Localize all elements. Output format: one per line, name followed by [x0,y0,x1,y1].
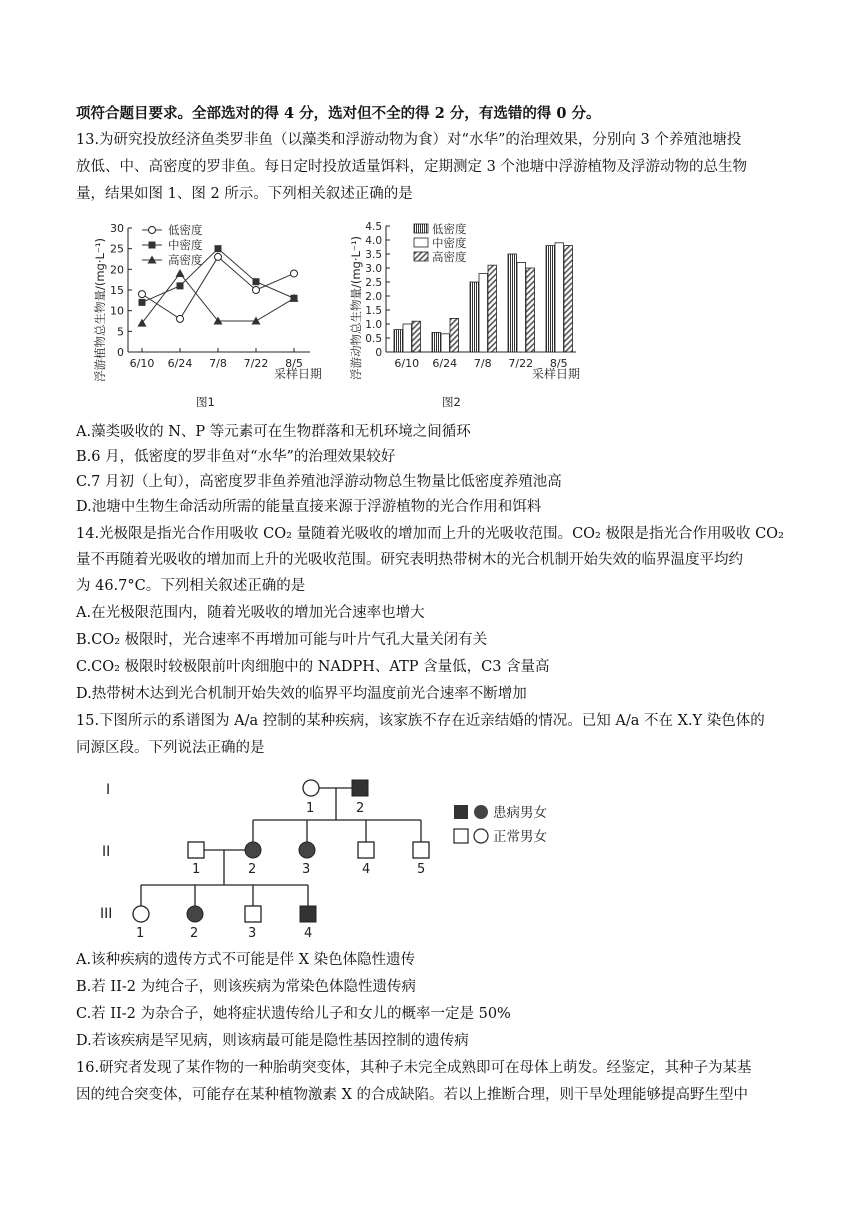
fig2-legend-swatch [414,238,428,247]
q15-option-b: B.若 II-2 为纯合子，则该疾病为常染色体隐性遗传病 [76,979,417,995]
III-1-normal-female [133,906,149,922]
fig1-point [176,269,185,277]
fig2-legend-swatch [414,252,428,261]
fig2-y-tick-label: 0.5 [365,333,382,345]
fig1-y-tick-label: 30 [110,222,124,235]
q13-stem-line-1: 13.为研究投放经济鱼类罗非鱼（以藻类和浮游动物为食）对“水华”的治理效果，分别向 3 个养殖池塘投 [76,132,742,148]
fig1-legend-label: 中密度 [168,238,203,252]
fig2-bar [450,318,459,352]
fig2-y-tick-label: 4.0 [365,235,382,247]
legend-affected-female-icon [474,805,488,819]
section-header: 项符合题目要求。全部选对的得 4 分，选对但不全的得 2 分，有选错的得 0 分。 [76,105,601,122]
fig2-bar [526,268,535,352]
fig2-legend-swatch [414,224,428,233]
fig2-legend-label: 中密度 [432,236,467,250]
q15-option-a: A.该种疾病的遗传方式不可能是伴 X 染色体隐性遗传 [76,952,416,968]
fig2-bar [432,332,441,352]
fig2-bar [441,334,450,352]
q13-stem-line-3: 量，结果如图 1、图 2 所示。下列相关叙述正确的是 [76,186,413,202]
fig1-x-tick-label: 7/8 [209,357,227,370]
fig1-x-tick-label: 7/22 [243,357,269,370]
fig1-point [253,278,260,285]
q15-option-d: D.若该疾病是罕见病，则该病最可能是隐性基因控制的遗传病 [76,1033,469,1049]
fig1-legend-marker [149,242,156,249]
q14-stem-line-2: 量不再随着光吸收的增加而上升的光吸收范围。研究表明热带树木的光合机制开始失效的临界温度平均约 [76,552,743,568]
fig2-x-tick-label: 6/10 [394,357,420,370]
III-2-label: 2 [190,926,199,941]
III-3-label: 3 [248,926,257,941]
II-2-affected-female [245,842,261,858]
fig1-legend-label: 高密度 [168,253,203,267]
fig2-bar [555,243,564,352]
fig2-y-tick-label: 0 [375,347,382,359]
II-3-affected-female [299,842,315,858]
q15-option-c: C.若 II-2 为杂合子，她将症状遗传给儿子和女儿的概率一定是 50% [76,1006,511,1022]
III-1-label: 1 [136,926,145,941]
fig1-point [253,287,260,294]
fig1-y-tick-label: 10 [110,304,124,318]
I-2-label: 2 [356,801,365,816]
fig2-y-tick-label: 4.5 [365,221,382,233]
fig1-x-tick-label: 6/10 [129,357,155,370]
fig2-y-tick-label: 3.5 [365,249,382,261]
legend-normal-male-icon [454,829,468,843]
fig2-legend-label: 低密度 [432,222,467,236]
fig1-x-tick-label: 6/24 [167,357,193,370]
generation-label-1: I [106,782,111,798]
fig2-x-axis-label: 采样日期 [532,367,581,381]
fig2-y-tick-label: 2.0 [365,291,382,303]
legend-normal-female-icon [474,829,488,843]
pedigree-diagram [96,770,596,945]
fig1-caption: 图1 [196,395,215,409]
fig1-y-axis-label: 浮游植物总生物量/(mg·L⁻¹) [93,237,107,383]
fig2-bar [546,246,555,352]
figure-1-line-chart [88,210,333,415]
fig2-x-tick-label: 8/5 [549,357,568,370]
III-4-label: 4 [304,926,313,941]
fig2-bar [394,330,403,352]
q13-option-c: C.7 月初（上旬），高密度罗非鱼养殖池浮游动物总生物量比低密度养殖池高 [76,474,562,490]
fig1-y-tick-label: 0 [117,346,124,359]
II-4-label: 4 [362,862,371,877]
II-5-label: 5 [417,862,426,877]
I-1-label: 1 [306,801,315,816]
III-4-affected-male [300,906,316,922]
fig2-legend-label: 高密度 [432,250,467,264]
q13-option-b: B.6 月，低密度的罗非鱼对“水华”的治理效果较好 [76,449,396,465]
fig2-bar [508,254,517,352]
generation-label-2: II [102,844,111,860]
figure-2-bar-chart [344,210,589,415]
fig2-bar [564,246,573,352]
fig1-point [177,282,184,289]
fig1-ylabel [93,238,107,382]
fig1-point [139,299,146,306]
II-1-normal-male [188,842,204,858]
fig1-y-tick-label: 20 [110,263,124,277]
q14-stem-line-3: 为 46.7°C。下列相关叙述正确的是 [76,578,306,594]
fig1-point [291,270,298,277]
q13-option-a: A.藻类吸收的 N、P 等元素可在生物群落和无机环境之间循环 [76,424,471,440]
fig2-y-tick-label: 3.0 [365,263,382,275]
fig2-bar [517,262,526,352]
III-3-normal-male [245,906,261,922]
q14-stem-line-1: 14.光极限是指光合作用吸收 CO₂ 量随着光吸收的增加而上升的光吸收范围。CO₂ 极限是指光合作用吸收 CO₂ [76,526,784,542]
fig1-series-line-2 [142,273,294,323]
III-2-affected-female [187,906,203,922]
fig1-y-tick-label: 25 [110,242,124,256]
q16-stem-line-2: 因的纯合突变体，可能存在某种植物激素 X 的合成缺陷。若以上推断合理，则干旱处理能够提高野生型中 [76,1087,749,1103]
q15-stem-line-1: 15.下图所示的系谱图为 A/a 控制的某种疾病，该家族不存在近亲结婚的情况。已知 A/a 不在 X.Y 染色体的 [76,713,765,729]
q15-stem-line-2: 同源区段。下列说法正确的是 [76,740,265,756]
fig1-point [215,245,222,252]
q13-option-d: D.池塘中生物生命活动所需的能量直接来源于浮游植物的光合作用和饵料 [76,499,542,515]
q16-stem-line-1: 16.研究者发现了某作物的一种胎萌突变体，其种子未完全成熟即可在母体上萌发。经鉴定，其种子为某基 [76,1060,752,1076]
fig2-bar [470,282,479,352]
fig1-y-tick-label: 15 [110,284,124,297]
fig2-y-tick-label: 1.0 [365,319,382,331]
fig1-legend-label: 低密度 [168,223,203,237]
II-5-normal-male [413,842,429,858]
fig1-point [139,291,146,298]
II-4-normal-male [358,842,374,858]
fig2-x-tick-label: 7/8 [473,357,492,370]
fig2-y-tick-label: 1.5 [365,305,382,317]
II-3-label: 3 [302,862,311,877]
legend-affected-male-icon [454,805,468,819]
fig2-x-tick-label: 6/24 [432,357,458,370]
q14-option-a: A.在光极限范围内，随着光吸收的增加光合速率也增大 [76,605,425,621]
q13-stem-line-2: 放低、中、高密度的罗非鱼。每日定时投放适量饵料，定期测定 3 个池塘中浮游植物及浮游动物的总生物 [76,159,747,175]
generation-label-3: III [100,906,113,922]
q14-option-b: B.CO₂ 极限时，光合速率不再增加可能与叶片气孔大量关闭有关 [76,632,488,648]
fig2-y-axis-label: 浮游动物总生物量/(mg·L⁻¹) [349,235,363,381]
q14-option-d: D.热带树木达到光合机制开始失效的临界平均温度前光合速率不断增加 [76,686,527,702]
fig2-bar [412,321,421,352]
fig2-caption: 图2 [442,395,461,409]
fig1-legend-marker [149,227,156,234]
fig1-point [215,253,222,260]
I-1-normal-female [303,780,319,796]
legend-affected-label: 患病男女 [493,805,547,821]
II-2-label: 2 [248,862,257,877]
fig2-bar [488,265,497,352]
fig1-point [177,315,184,322]
fig2-y-tick-label: 2.5 [365,277,382,289]
fig1-x-axis-label: 采样日期 [274,367,323,381]
legend-normal-label: 正常男女 [493,829,547,845]
fig2-bar [403,324,412,352]
II-1-label: 1 [192,862,201,877]
I-2-affected-male [352,780,368,796]
q14-option-c: C.CO₂ 极限时较极限前叶肉细胞中的 NADPH、ATP 含量低，C3 含量高 [76,659,550,675]
fig1-x-tick-label: 8/5 [285,357,303,370]
fig2-x-tick-label: 7/22 [508,357,534,370]
fig1-y-tick-label: 5 [117,325,124,339]
fig2-bar [479,274,488,352]
